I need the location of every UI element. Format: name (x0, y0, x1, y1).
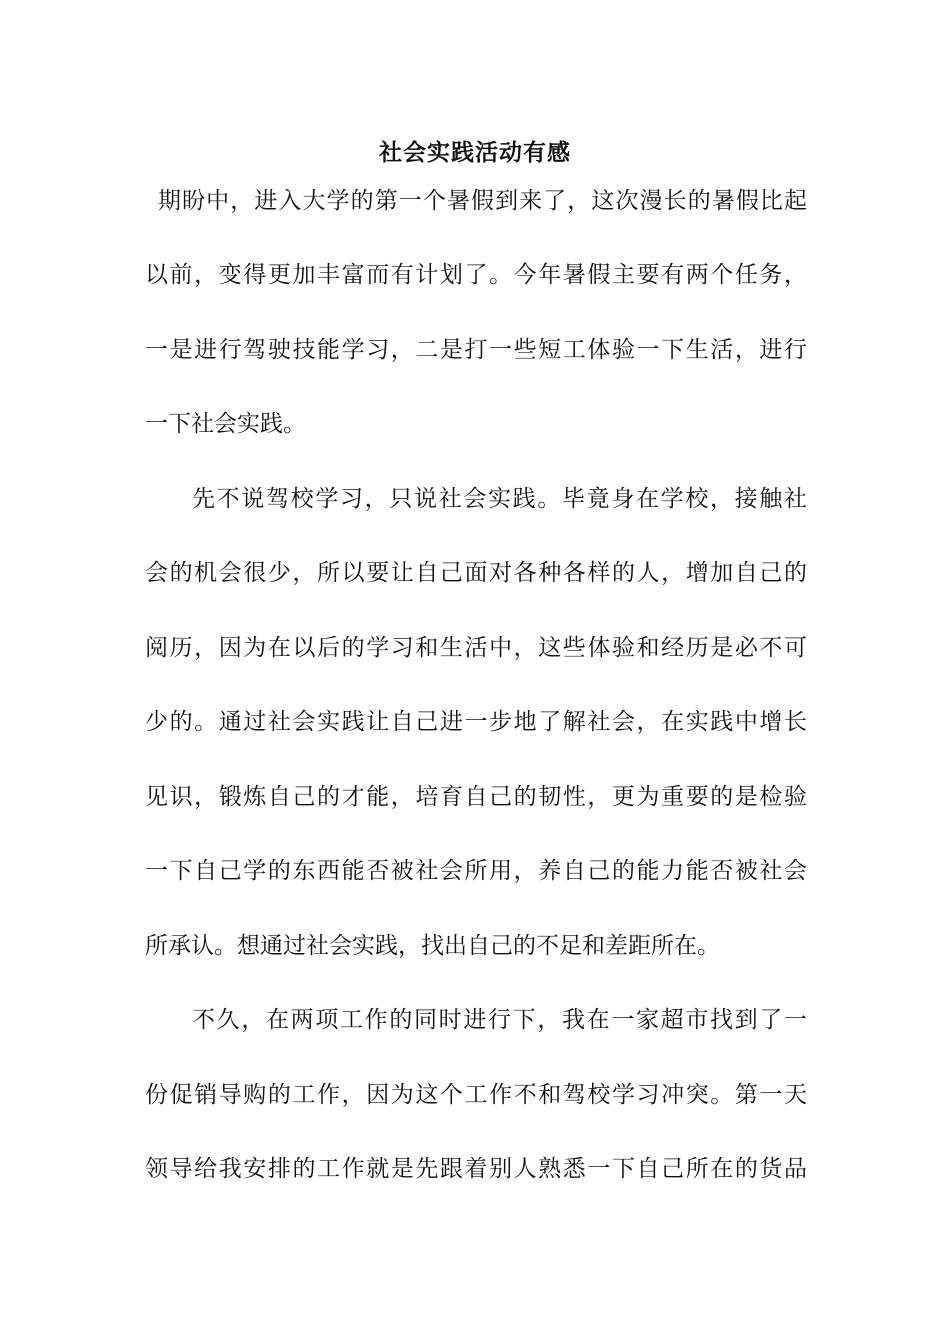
paragraph-line: 一是进行驾驶技能学习，二是打一些短工体验一下生活，进行 (145, 337, 807, 363)
paragraph-line: 会的机会很少，所以要让自己面对各种各样的人，增加自己的 (145, 560, 807, 586)
paragraph-line: 以前，变得更加丰富而有计划了。今年暑假主要有两个任务， (145, 262, 807, 288)
paragraph-line: 少的。通过社会实践让自己进一步地了解社会，在实践中增长 (145, 709, 807, 735)
paragraph-line: 一下自己学的东西能否被社会所用，养自己的能力能否被社会 (145, 858, 807, 884)
paragraph-line: 先不说驾校学习，只说社会实践。毕竟身在学校，接触社 (192, 486, 807, 512)
paragraph-line: 份促销导购的工作，因为这个工作不和驾校学习冲突。第一天 (145, 1082, 807, 1108)
paragraph-line: 期盼中，进入大学的第一个暑假到来了，这次漫长的暑假比起 (158, 188, 807, 214)
paragraph-line: 所承认。想通过社会实践，找出自己的不足和差距所在。 (145, 933, 720, 959)
paragraph-line: 领导给我安排的工作就是先跟着别人熟悉一下自己所在的货品 (145, 1156, 807, 1182)
paragraph-line: 不久，在两项工作的同时进行下，我在一家超市找到了一 (192, 1007, 807, 1033)
paragraph-line: 阅历，因为在以后的学习和生活中，这些体验和经历是必不可 (145, 635, 807, 661)
paragraph-line: 见识，锻炼自己的才能，培育自己的韧性，更为重要的是检验 (145, 784, 807, 810)
paragraph-line: 一下社会实践。 (145, 411, 306, 437)
document-title: 社会实践活动有感 (379, 139, 571, 166)
